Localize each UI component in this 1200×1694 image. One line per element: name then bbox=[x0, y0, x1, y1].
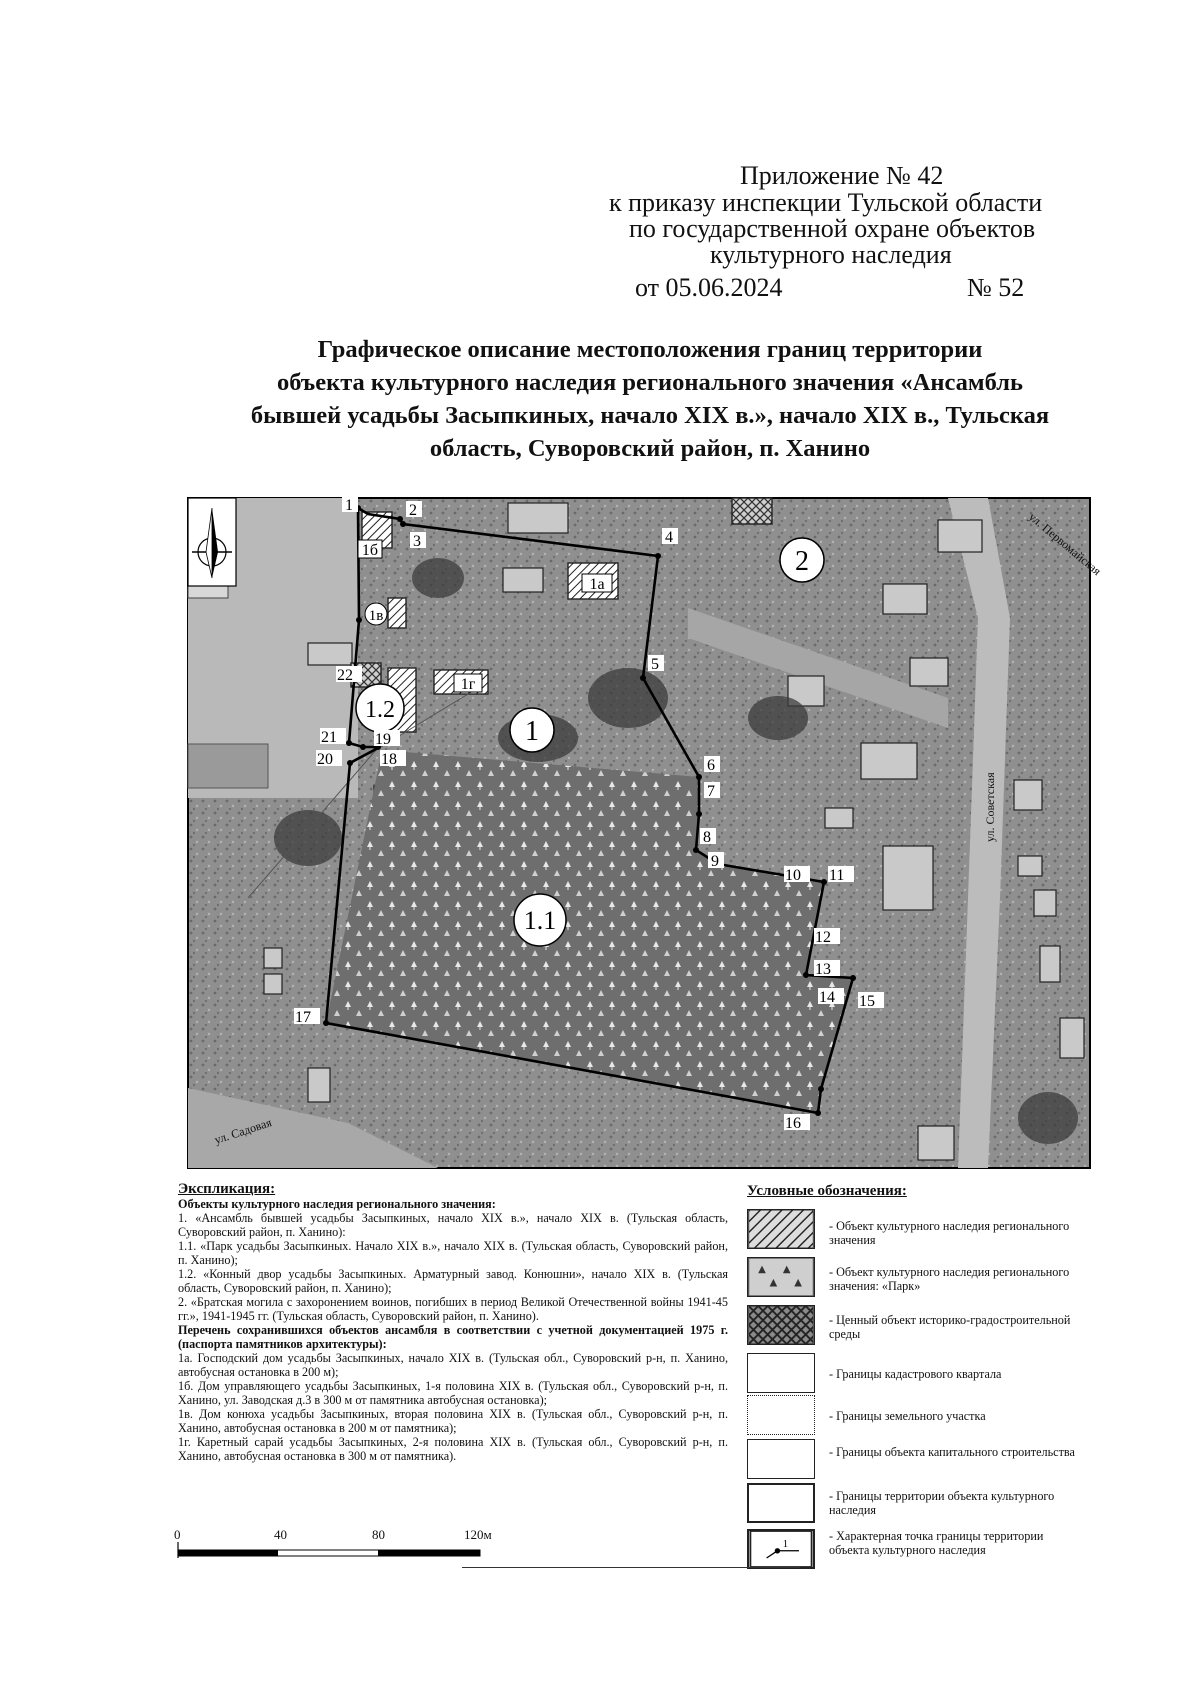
building-label-1g: 1г bbox=[460, 676, 476, 693]
line-icon bbox=[747, 1353, 815, 1393]
point-label: 7 bbox=[707, 783, 715, 800]
site-map bbox=[188, 497, 1104, 1168]
title-line: объекта культурного наследия регионального значения «Ансамбль bbox=[277, 369, 1023, 396]
zone-label-1-1: 1.1 bbox=[523, 906, 557, 935]
thin-line-icon bbox=[747, 1439, 815, 1479]
dotted-line-icon bbox=[747, 1395, 815, 1435]
thick-line-icon bbox=[747, 1483, 815, 1523]
building bbox=[825, 808, 853, 828]
ensemble-list-item: 1г. Каретный сарай усадьбы Засыпкиных, 2-я половина XIX в. (Тульская обл., Суворовский р-н, п. Ханино, автобусная остановка в 300 м от памятника). bbox=[178, 1435, 728, 1463]
point-label: 17 bbox=[295, 1009, 311, 1026]
explication bbox=[178, 1181, 728, 1463]
legend-label: - Ценный объект историко-градостроительной среды bbox=[829, 1313, 1071, 1341]
point-label: 8 bbox=[703, 829, 711, 846]
point-label: 10 bbox=[785, 867, 801, 884]
order-number: № 52 bbox=[967, 273, 1025, 302]
footer-line bbox=[462, 1567, 800, 1568]
park-icon bbox=[747, 1257, 815, 1297]
legend-label: - Границы территории объекта культурного наследия bbox=[829, 1489, 1055, 1517]
explication-item: 1.1. «Парк усадьбы Засыпкиных. Начало XIX в.», начало XIX в. (Тульская область, Суворовский район, п. Ханино); bbox=[178, 1239, 728, 1267]
point-label: 2 bbox=[409, 502, 417, 519]
building bbox=[188, 744, 268, 788]
point-label: 18 bbox=[381, 751, 397, 768]
appendix-number: Приложение № 42 bbox=[740, 161, 944, 190]
point-label: 9 bbox=[711, 853, 719, 870]
building bbox=[910, 658, 948, 686]
legend-label: - Характерная точка границы территории объекта культурного наследия bbox=[829, 1529, 1044, 1557]
ensemble-list-item: 1в. Дом конюха усадьбы Засыпкиных, вторая половина XIX в. (Тульская обл., Суворовский р-н, п. Ханино, автобусная остановка в 200 м от памятника); bbox=[178, 1407, 728, 1435]
scale-tick-label: 120м bbox=[464, 1527, 492, 1542]
ensemble-list-item: 1а. Господский дом усадьбы Засыпкиных, начало XIX в. (Тульская обл., Суворовский р-н, п. Ханино, автобусная остановка в 200 м); bbox=[178, 1351, 728, 1379]
building bbox=[1018, 856, 1042, 876]
legend bbox=[747, 1183, 1077, 1557]
point-label: 22 bbox=[337, 667, 353, 684]
building bbox=[503, 568, 543, 592]
building bbox=[1040, 946, 1060, 982]
explication-subheading: Объекты культурного наследия регионального значения: bbox=[178, 1197, 496, 1211]
street-label-pervomayskaya: ул. Первомайская bbox=[1026, 509, 1104, 579]
point-label: 5 bbox=[651, 656, 659, 673]
point-label: 4 bbox=[665, 529, 673, 546]
point-label: 14 bbox=[819, 989, 835, 1006]
point-label: 3 bbox=[413, 533, 421, 550]
order-reference: к приказу инспекции Тульской области bbox=[609, 188, 1043, 217]
building bbox=[508, 503, 568, 533]
building-label-1a: 1а bbox=[589, 576, 605, 593]
north-arrow-icon bbox=[188, 498, 236, 586]
document-title bbox=[170, 333, 1130, 465]
cross-hatch-icon bbox=[747, 1305, 815, 1345]
building bbox=[883, 846, 933, 910]
point-icon bbox=[747, 1529, 815, 1569]
point-label: 6 bbox=[707, 757, 715, 774]
legend-label: - Границы земельного участка bbox=[829, 1409, 986, 1423]
legend-heading: Условные обозначения: bbox=[747, 1183, 907, 1199]
zone-label-2: 2 bbox=[795, 546, 809, 577]
ensemble-list-item: 1б. Дом управляющего усадьбы Засыпкиных, 1-я половина XIX в. (Тульская обл., Суворовский р-н, п. Ханино, ул. Заводская д.3 в 300 м от памятника автобусная остановка); bbox=[178, 1379, 728, 1407]
point-label: 13 bbox=[815, 961, 831, 978]
building bbox=[308, 643, 352, 665]
title-line: Графическое описание местоположения границ территории bbox=[317, 336, 983, 363]
building bbox=[861, 743, 917, 779]
hatch-icon bbox=[747, 1209, 815, 1249]
building bbox=[938, 520, 982, 552]
legend-label: - Объект культурного наследия регионального значения: «Парк» bbox=[829, 1265, 1070, 1293]
explication-item: 1. «Ансамбль бывшей усадьбы Засыпкиных, начало XIX в.», начало XIX в. (Тульская область, Суворовский район, п. Ханино): bbox=[178, 1211, 728, 1239]
title-line: область, Суворовский район, п. Ханино bbox=[429, 435, 871, 462]
zone-label-1: 1 bbox=[525, 716, 539, 747]
scale-tick-label: 80 bbox=[372, 1527, 385, 1542]
building bbox=[1014, 780, 1042, 810]
building bbox=[1060, 1018, 1084, 1058]
order-authority-cont: культурного наследия bbox=[710, 240, 952, 269]
explication-heading: Экспликация: bbox=[178, 1181, 276, 1197]
building bbox=[308, 1068, 330, 1102]
zone-label-1-2: 1.2 bbox=[365, 697, 395, 723]
building-1v bbox=[388, 598, 406, 628]
scale-bar bbox=[174, 1528, 504, 1560]
point-icon-sample: 1 bbox=[782, 1538, 789, 1551]
scale-tick-label: 0 bbox=[174, 1527, 181, 1542]
point-label: 11 bbox=[829, 867, 845, 884]
building-label-1v: 1в bbox=[368, 608, 384, 624]
explication-item: 1.2. «Конный двор усадьбы Засыпкиных. Арматурный завод. Конюшни», начало XIX в. (Тульская область, Суворовский район, п. Ханино); bbox=[178, 1267, 728, 1295]
building bbox=[1034, 890, 1056, 916]
street-label-sovetskaya: ул. Советская bbox=[983, 772, 997, 842]
scale-tick-label: 40 bbox=[274, 1527, 287, 1542]
order-authority: по государственной охране объектов bbox=[629, 214, 1036, 243]
building bbox=[264, 948, 282, 968]
point-label: 16 bbox=[785, 1115, 801, 1132]
point-label: 19 bbox=[375, 731, 391, 748]
legend-label: - Границы кадастрового квартала bbox=[829, 1367, 1002, 1381]
ensemble-list-heading: Перечень сохранившихся объектов ансамбля в соответствии с учетной документацией 1975 г. (паспорта памятников архитектуры): bbox=[178, 1323, 728, 1351]
order-date: от 05.06.2024 bbox=[635, 273, 783, 302]
legend-label: - Объект культурного наследия регионального значения bbox=[829, 1219, 1070, 1247]
building bbox=[883, 584, 927, 614]
point-label: 21 bbox=[321, 729, 337, 746]
point-label: 12 bbox=[815, 929, 831, 946]
point-label: 20 bbox=[317, 751, 333, 768]
building bbox=[918, 1126, 954, 1160]
street-label-sadovaya: ул. Садовая bbox=[212, 1115, 274, 1147]
historic-building bbox=[732, 498, 772, 524]
legend-label: - Границы объекта капитального строительства bbox=[829, 1445, 1075, 1459]
building-label-1b: 1б bbox=[361, 542, 379, 559]
title-line: бывшей усадьбы Засыпкиных, начало XIX в.», начало XIX в., Тульская bbox=[250, 402, 1050, 429]
building bbox=[264, 974, 282, 994]
explication-item: 2. «Братская могила с захоронением воинов, погибших в период Великой Отечественной войны 1941-45 гг.», 1941-1945 гг. (Тульская область, Суворовский район, п. Ханино). bbox=[178, 1295, 728, 1323]
point-label: 15 bbox=[859, 993, 875, 1010]
point-label: 1 bbox=[345, 497, 353, 514]
